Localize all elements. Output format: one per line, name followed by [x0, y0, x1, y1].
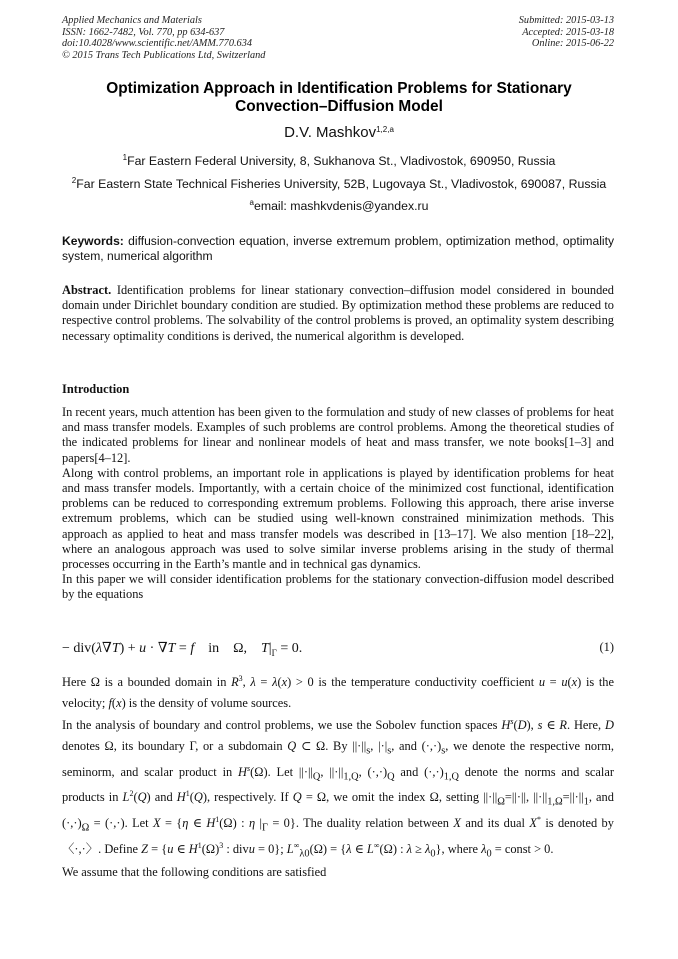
intro-paragraph-1: In recent years, much attention has been given to the formulation and study of new classes of problems for heat and mass transfer models. Examples of such problems are control problems. Among the theoretical studies of the indicated problems for linear and nonlinear models of heat and mass transfer, we note books[1–3] and papers[4–12].: [62, 405, 614, 465]
journal-name: Applied Mechanics and Materials: [62, 15, 202, 26]
equation-number: (1): [599, 640, 614, 654]
issn: ISSN: 1662-7482, Vol. 770, pp 634-637: [62, 26, 225, 38]
affiliation-2: $^2$Far Eastern State Technical Fisheries University, 52B, Lugovaya St., Vladivostok, 690087, Russia: [71, 176, 607, 191]
keywords: Keywords: diffusion-convection equation, inverse extremum problem, optimization method, optimality system, numerical algorithm: [62, 234, 614, 263]
affiliation-1: $^1$Far Eastern Federal University, 8, Sukhanova St., Vladivostok, 690950, Russia: [122, 153, 556, 168]
definitions-paragraph: Here Ω is a bounded domain in $R^3$, λ = λ(x) > 0 is the temperature conductivity coefficient u = u(x) is the velocity; f(x) is the density of volume sources. In the analysis of boundary and control problems, we use the Sobolev function spaces $H^s(D)$, s ∈ R. Here, D denotes Ω, its boundary Γ, or a subdomain Q ⊂ Ω. By $||\cdot||_s$, $|\cdot|_s$, and $(\cdot,\cdot)_s$, we denote the respective norm, seminorm, and scalar product in $H^s(\Omega)$. Let $||\cdot||_Q$, $||\cdot||_{1,Q}$, $(\cdot,\cdot)_Q$ and $(\cdot,\cdot)_{1,Q}$ denote the norms and scalar products in $L^2(Q)$ and $H^1(Q)$, respectively. If Q = Ω, we omit the index Ω, setting $||\cdot||_\Omega=||\cdot||$, $||\cdot||_{1,\Omega}=||\cdot||_1$, and $(\cdot,\cdot)_\Omega$ = (·,·). Let X = {η ∈ $H^1(\Omega)$ : η $|_\Gamma = 0$}. The duality relation between X and its dual X* is denoted by 〈·,·〉. Define Z = {u ∈ $H^1(\Omega)^3$ : divu = 0}; $L^\infty_{\lambda 0}(\Omega) = \{\lambda$ ∈ L∞(Ω) : $\lambda \ge \lambda_0$}, where $\lambda_0$ = const > 0. We assume that the following conditions are satisfied: [62, 674, 614, 879]
abstract: Abstract. Identification problems for linear stationary convection–diffusion model considered in bounded domain under Dirichlet boundary condition are studied. By optimization method these problems are reduced to respective control problems. The solvability of the control problems is proved, an optimality system describing necessary optimality conditions is derived, the numerical algorithm is developed.: [62, 283, 614, 343]
copyright: © 2015 Trans Tech Publications Ltd, Switzerland: [62, 49, 266, 61]
section-heading-introduction: Introduction: [62, 382, 130, 396]
dates-info: [519, 15, 614, 50]
author-name: D.V. Mashkov: [284, 124, 377, 141]
equation-1: − div(λ∇T) + u · ∇T = f in Ω, $T|_\Gamma = 0$. (1): [62, 640, 614, 658]
introduction-body: [62, 405, 614, 603]
submitted-date: Submitted: 2015-03-13: [518, 15, 614, 26]
intro-paragraph-3: In this paper we will consider identification problems for the stationary convection-diffusion model described by the equations: [62, 572, 614, 602]
paper-title: Optimization Approach in Identification Problems for Stationary Convection–Diffusion Model: [106, 80, 572, 115]
conditions-sentence: We assume that the following conditions are satisfied: [62, 864, 327, 879]
email: $^a$email: mashkvdenis@yandex.ru: [249, 198, 429, 213]
author: D.V. Mashkov$^{1,2,a}$: [284, 124, 394, 141]
accepted-date: Accepted: 2015-03-18: [522, 26, 614, 38]
intro-paragraph-2: Along with control problems, an important role in applications is played by identification problems for heat and mass transfer models. Importantly, with a certain choice of the minimized cost functional, identification problems can be reduced to corresponding extremum problems. Following this approach, there arise inverse extremum problems, which can be studied using well-known constrained minimization methods. This approach as applied to heat and mass transfer models was described in [13–17]. We also mention [18–22], where an analogous approach was used to solve similar inverse problems arising in the study of thermal processes occurring in the Earth’s mantle and in technical gas dynamics.: [62, 465, 614, 572]
journal-info: [62, 15, 265, 61]
doi: doi:10.4028/www.scientific.net/AMM.770.634: [62, 38, 252, 50]
online-date: Online: 2015-06-22: [531, 38, 614, 50]
